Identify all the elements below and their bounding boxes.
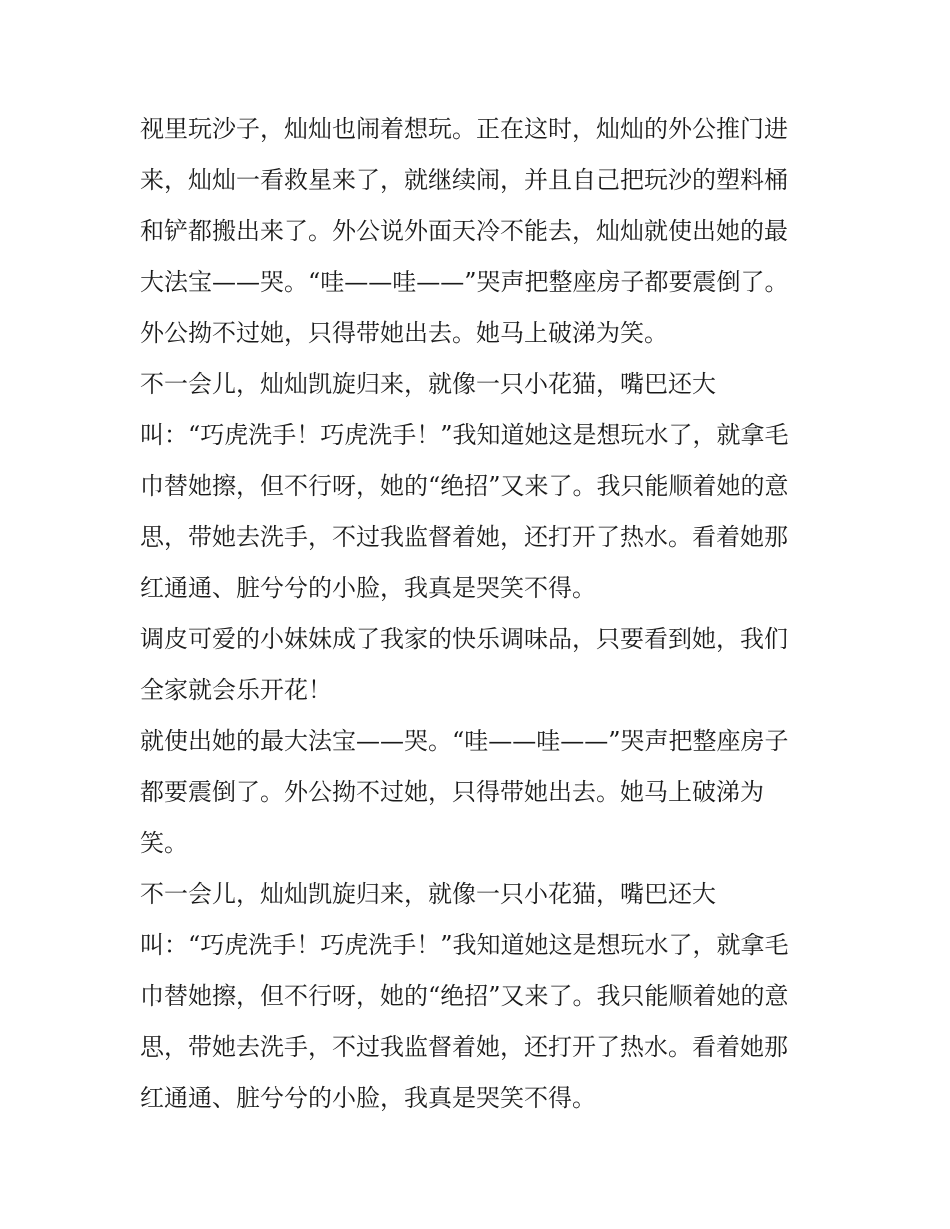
text-line: 巾替她擦，但不行呀，她的“绝招”又来了。我只能顺着她的意 [140, 982, 789, 1010]
text-line: 不一会儿，灿灿凯旋归来，就像一只小花猫，嘴巴还大 [140, 370, 716, 398]
text-line: 和铲都搬出来了。外公说外面天冷不能去，灿灿就使出她的最 [140, 217, 788, 245]
text-line: 红通通、脏兮兮的小脸，我真是哭笑不得。 [140, 1084, 596, 1112]
text-line: 就使出她的最大法宝——哭。“哇——哇——”哭声把整座房子 [140, 727, 789, 755]
text-line: 思，带她去洗手，不过我监督着她，还打开了热水。看着她那 [140, 523, 788, 551]
text-line: 笑。 [140, 829, 188, 857]
text-line: 叫：“巧虎洗手！巧虎洗手！”我知道她这是想玩水了，就拿毛 [140, 931, 789, 959]
text-line: 全家就会乐开花！ [140, 676, 332, 704]
text-line: 调皮可爱的小妹妹成了我家的快乐调味品，只要看到她，我们 [140, 625, 788, 653]
text-line: 来，灿灿一看救星来了，就继续闹，并且自己把玩沙的塑料桶 [140, 166, 788, 194]
text-line: 大法宝——哭。“哇——哇——”哭声把整座房子都要震倒了。 [140, 268, 789, 296]
text-line: 视里玩沙子，灿灿也闹着想玩。正在这时，灿灿的外公推门进 [140, 115, 788, 143]
text-line: 外公拗不过她，只得带她出去。她马上破涕为笑。 [140, 319, 668, 347]
text-line: 红通通、脏兮兮的小脸，我真是哭笑不得。 [140, 574, 596, 602]
text-line: 都要震倒了。外公拗不过她，只得带她出去。她马上破涕为 [140, 778, 764, 806]
text-line: 叫：“巧虎洗手！巧虎洗手！”我知道她这是想玩水了，就拿毛 [140, 421, 789, 449]
document-body [140, 104, 830, 1124]
text-line: 不一会儿，灿灿凯旋归来，就像一只小花猫，嘴巴还大 [140, 880, 716, 908]
text-line: 巾替她擦，但不行呀，她的“绝招”又来了。我只能顺着她的意 [140, 472, 789, 500]
text-line: 思，带她去洗手，不过我监督着她，还打开了热水。看着她那 [140, 1033, 788, 1061]
